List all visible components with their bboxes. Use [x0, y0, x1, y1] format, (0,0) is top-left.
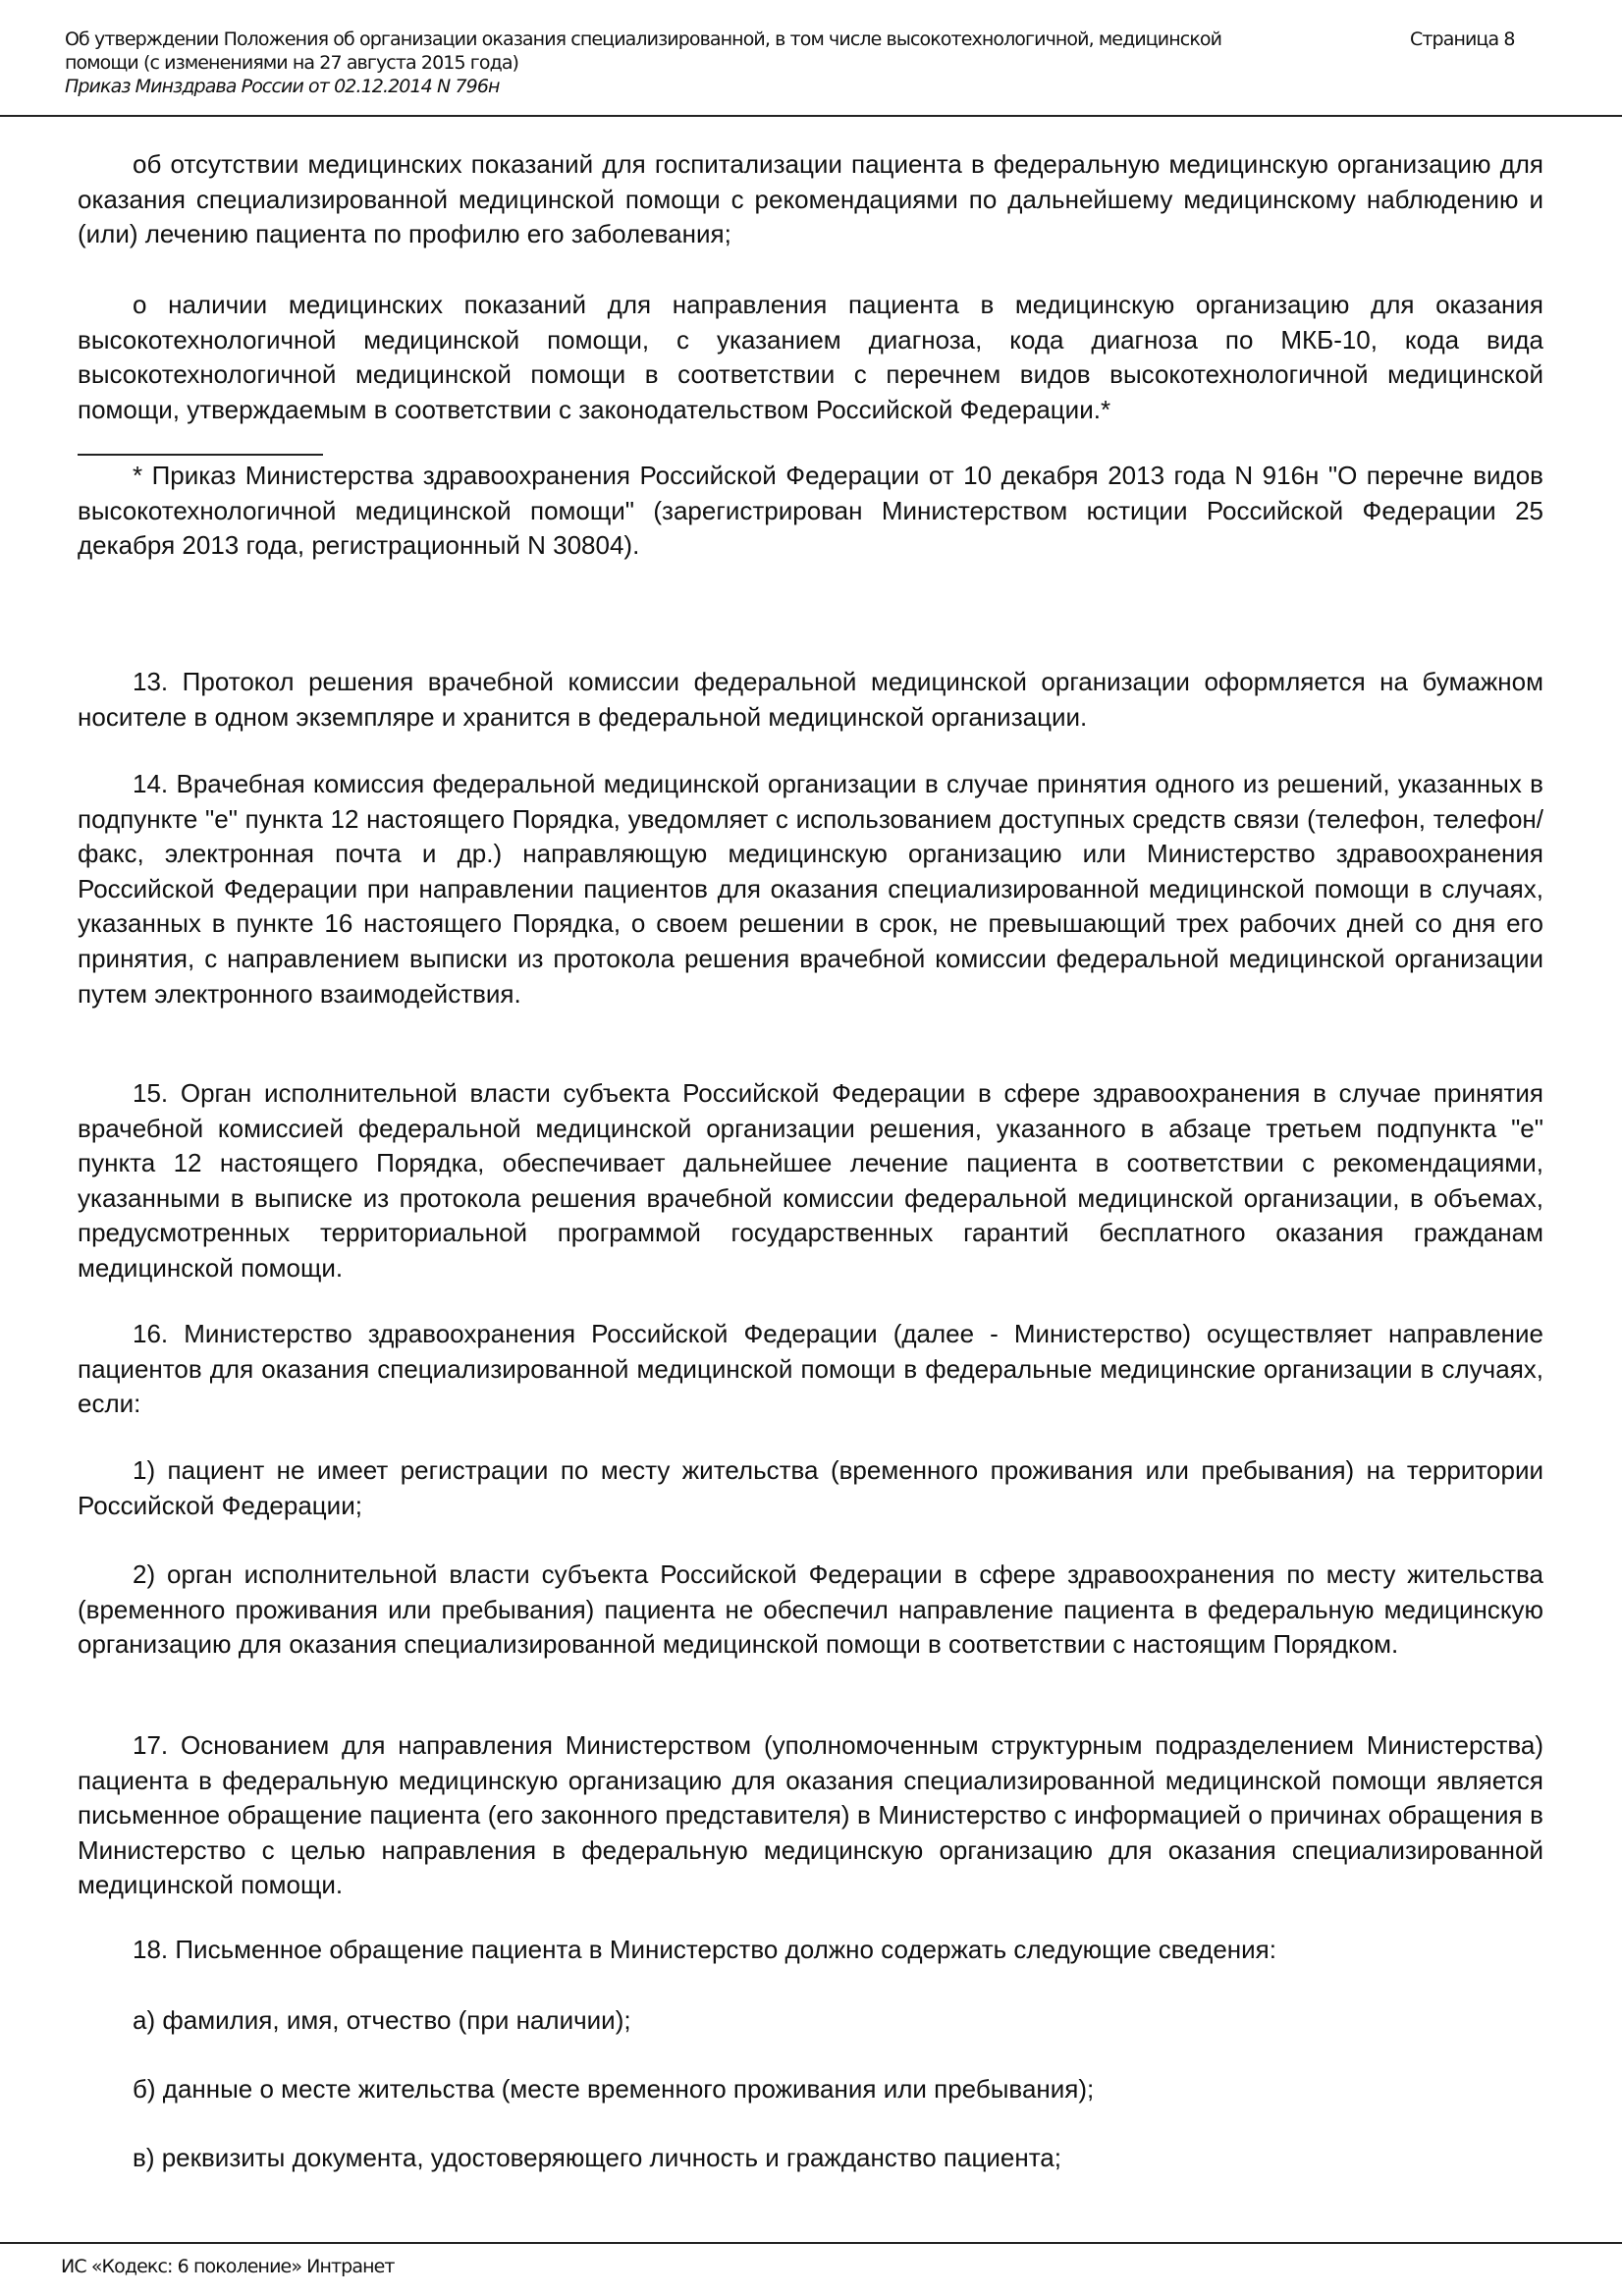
- title-line-1: Об утверждении Положения об организации оказания специализированной, в том числе высокотехнологичной, медицинской: [65, 28, 1222, 50]
- footnote-divider: [78, 454, 323, 456]
- paragraph-18-item-b: б) данные о месте жительства (месте временного проживания или пребывания);: [133, 2074, 1095, 2104]
- paragraph-18: 18. Письменное обращение пациента в Министерство должно содержать следующие сведения:: [133, 1935, 1276, 1964]
- paragraph-13: 13. Протокол решения врачебной комиссии федеральной медицинской организации оформляется на бумажном носителе в одном экземпляре и хранится в федеральной медицинской организации.: [78, 667, 1543, 732]
- paragraph-16: 16. Министерство здравоохранения Российской Федерации (далее - Министерство) осуществляет направление пациентов для оказания специализированной медицинской помощи в федеральные медицинские организации в случаях, если:: [78, 1319, 1543, 1419]
- page-number: Страница 8: [1410, 28, 1515, 50]
- paragraph-no-indications: об отсутствии медицинских показаний для госпитализации пациента в федеральную медицинскую организацию для оказания специализированной медицинской помощи с рекомендациями по дальнейшему медицинскому наблюдению и (или) лечению пациента по профилю его заболевания;: [78, 149, 1543, 249]
- paragraph-15: 15. Орган исполнительной власти субъекта Российской Федерации в сфере здравоохранения в случае принятия врачебной комиссией федеральной медицинской организации решения, указанного в абзаце третьем подпункта "е" пункта 12 настоящего Порядка, обеспечивает дальнейшее лечение пациента в соответствии с рекомендациями, указанными в выписке из протокола решения врачебной комиссии федеральной медицинской организации, в объемах, предусмотренных территориальной программой государственных гарантий бесплатного оказания гражданам медицинской помощи.: [78, 1078, 1543, 1283]
- paragraph-16-item-2: 2) орган исполнительной власти субъекта Российской Федерации в сфере здравоохранения по месту жительства (временного проживания или пребывания) пациента не обеспечил направление пациента в федеральную медицинскую организацию для оказания специализированной медицинской помощи в соответствии с настоящим Порядком.: [78, 1559, 1543, 1660]
- footnote: * Приказ Министерства здравоохранения Российской Федерации от 10 декабря 2013 года N 916н "О перечне видов высокотехнологичной медицинской помощи" (зарегистрирован Министерством юстиции Российской Федерации 25 декабря 2013 года, регистрационный N 30804).: [78, 461, 1543, 561]
- paragraph-18-item-a: а) фамилия, имя, отчество (при наличии);: [133, 2005, 631, 2035]
- paragraph-14: 14. Врачебная комиссия федеральной медицинской организации в случае принятия одного из решений, указанных в подпункте "е" пункта 12 настоящего Порядка, уведомляет с использованием доступных средств связи (телефон, телефон/факс, электронная почта и др.) направляющую медицинскую организацию или Министерство здравоохранения Российской Федерации при направлении пациентов для оказания специализированной медицинской помощи в случаях, указанных в пункте 16 настоящего Порядка, о своем решении в срок, не превышающий трех рабочих дней со дня его принятия, с направлением выписки из протокола решения врачебной комиссии федеральной медицинской организации путем электронного взаимодействия.: [78, 769, 1543, 1009]
- paragraph-17: 17. Основанием для направления Министерством (уполномоченным структурным подразделением Министерства) пациента в федеральную медицинскую организацию для оказания специализированной медицинской помощи является письменное обращение пациента (его законного представителя) в Министерство с информацией о причинах обращения в Министерство с целью направления в федеральную медицинскую организацию для оказания специализированной медицинской помощи.: [78, 1730, 1543, 1900]
- title-line-2: помощи (с изменениями на 27 августа 2015 года): [65, 52, 519, 74]
- paragraph-18-item-v: в) реквизиты документа, удостоверяющего личность и гражданство пациента;: [133, 2143, 1061, 2172]
- document-title: [65, 27, 1361, 98]
- order-reference: Приказ Минздрава России от 02.12.2014 N 796н: [65, 76, 500, 97]
- paragraph-16-item-1: 1) пациент не имеет регистрации по месту жительства (временного проживания или пребывания) на территории Российской Федерации;: [78, 1455, 1543, 1520]
- paragraph-indications-vmp: о наличии медицинских показаний для направления пациента в медицинскую организацию для оказания высокотехнологичной медицинской помощи, с указанием диагноза, кода диагноза по МКБ-10, кода вида высокотехнологичной медицинской помощи в соответствии с перечнем видов высокотехнологичной медицинской помощи, утверждаемым в соответствии с законодательством Российской Федерации.*: [78, 290, 1543, 424]
- footer-divider: [0, 2242, 1622, 2244]
- footer-source: ИС «Кодекс: 6 поколение» Интранет: [61, 2256, 395, 2277]
- header-divider: [0, 115, 1622, 117]
